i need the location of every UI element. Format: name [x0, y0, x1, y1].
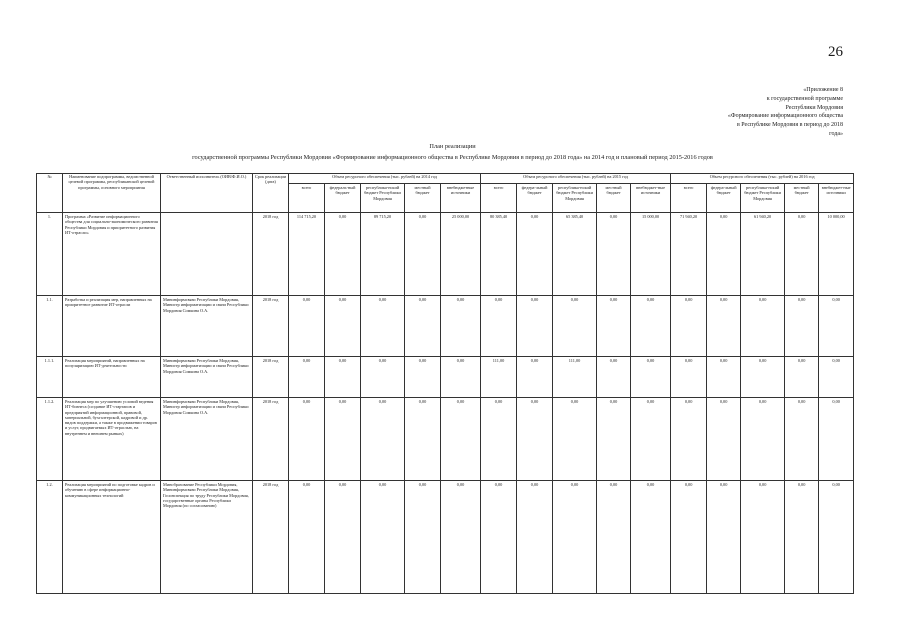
- value-cell: 80 385,40: [481, 213, 517, 296]
- value-cell: 0,00: [741, 357, 785, 398]
- value-cell: 65 385,40: [553, 213, 597, 296]
- appendix-line: «Формирование информационного общества: [727, 113, 843, 120]
- value-cell: 0,00: [441, 296, 481, 357]
- appendix-block: [583, 86, 843, 139]
- value-cell: 0,00: [517, 481, 553, 594]
- header-group-2014: Объем ресурсного обеспечения (тыс. рублей) на 2014 год: [289, 174, 481, 184]
- subheader-cell: местный бюджет: [785, 184, 819, 213]
- value-cell: 0,00: [785, 481, 819, 594]
- value-cell: 0,00: [361, 357, 405, 398]
- value-cell: 0,00: [597, 213, 631, 296]
- value-cell: 0,00: [325, 481, 361, 594]
- value-cell: 61 940,20: [741, 213, 785, 296]
- value-cell: 0,00: [517, 398, 553, 481]
- value-cell: 0,00: [741, 398, 785, 481]
- page-number: 26: [828, 44, 843, 60]
- value-cell: 25 000,00: [441, 213, 481, 296]
- subheader-cell: федераль-ный бюджет: [325, 184, 361, 213]
- value-cell: 0,00: [785, 296, 819, 357]
- header-deadline: Срок реализации (дата): [253, 174, 289, 213]
- value-cell: 0,00: [707, 481, 741, 594]
- plan-subtitle: государственной программы Республики Мордовия «Формирование информационного общества в Республике Мордовия в период до 2018 года» на 2014 год и плановый период 2015-2016 годов: [192, 154, 713, 161]
- subheader-cell: всего: [481, 184, 517, 213]
- value-cell: 0,00: [741, 296, 785, 357]
- value-cell: 0,00: [819, 357, 854, 398]
- value-cell: 0,00: [481, 481, 517, 594]
- value-cell: 0,00: [361, 296, 405, 357]
- row-responsible: [161, 213, 253, 296]
- value-cell: 0,00: [553, 296, 597, 357]
- value-cell: 0,00: [741, 481, 785, 594]
- row-name: Реализация мероприятий по подготовке кадров и обучению в сфере информационно-коммуникационных технологий: [63, 481, 161, 594]
- plan-table: [36, 173, 854, 594]
- value-cell: 0,00: [361, 398, 405, 481]
- value-cell: 0,00: [553, 398, 597, 481]
- value-cell: 89 715,20: [361, 213, 405, 296]
- appendix-line: в Республике Мордовия в период до 2018: [736, 122, 843, 129]
- value-cell: 0,00: [597, 398, 631, 481]
- value-cell: 0,00: [441, 357, 481, 398]
- value-cell: 0,00: [289, 481, 325, 594]
- row-num: 1.1.1.: [37, 357, 63, 398]
- row-responsible: Мининформсвязи Республики Мордовия, Министр информатизации и связи Республики Мордовия Сомкина О.А.: [161, 398, 253, 481]
- row-num: 1.1.2.: [37, 398, 63, 481]
- value-cell: 0,00: [405, 398, 441, 481]
- value-cell: 0,00: [785, 213, 819, 296]
- subheader-cell: всего: [289, 184, 325, 213]
- value-cell: 0,00: [481, 398, 517, 481]
- value-cell: 0,00: [707, 357, 741, 398]
- subheader-cell: внебюджетные источники: [441, 184, 481, 213]
- value-cell: 114 715,20: [289, 213, 325, 296]
- row-name: Программа «Развитие информационного общества для социально-экономического развития Республики Мордовия и приоритетного развития ИТ-отрасли»: [63, 213, 161, 296]
- header-num: №: [37, 174, 63, 213]
- value-cell: 0,00: [325, 213, 361, 296]
- value-cell: 0,00: [597, 481, 631, 594]
- row-deadline: 2018 год: [253, 213, 289, 296]
- value-cell: 0,00: [597, 296, 631, 357]
- table-row: [37, 213, 854, 296]
- value-cell: 0,00: [441, 481, 481, 594]
- row-responsible: Минобразование Республики Мордовия, Мининформсвязи Республики Мордовия, Госинспекция по труду Республики Мордовия, государственные органы Республики Мордовия (по согласованию): [161, 481, 253, 594]
- value-cell: 0,00: [325, 357, 361, 398]
- value-cell: 0,00: [325, 296, 361, 357]
- value-cell: 0,00: [289, 296, 325, 357]
- appendix-line: года»: [829, 130, 843, 137]
- header-name: Наименование подпрограммы, ведомственной целевой программы, республиканской целевой программы, основного мероприятия: [63, 174, 161, 213]
- appendix-line: «Приложение 8: [803, 87, 843, 93]
- value-cell: 0,00: [289, 357, 325, 398]
- value-cell: 0,00: [325, 398, 361, 481]
- value-cell: 0,00: [405, 357, 441, 398]
- header-group-2015: Объем ресурсного обеспечения (тыс. рублей) на 2015 год: [481, 174, 671, 184]
- value-cell: 0,00: [405, 296, 441, 357]
- subheader-cell: республика-нский бюджет Республики Мордовия: [361, 184, 405, 213]
- value-cell: 0,00: [819, 296, 854, 357]
- subheader-cell: республика-нский бюджет Республики Мордовия: [741, 184, 785, 213]
- value-cell: 0,00: [671, 357, 707, 398]
- value-cell: 0,00: [707, 398, 741, 481]
- value-cell: 0,00: [631, 398, 671, 481]
- row-deadline: 2018 год: [253, 398, 289, 481]
- value-cell: 0,00: [517, 296, 553, 357]
- subheader-cell: республика-нский бюджет Республики Мордовия: [553, 184, 597, 213]
- subheader-cell: внебюджет-ные источники: [631, 184, 671, 213]
- subheader-cell: местный бюджет: [597, 184, 631, 213]
- value-cell: 0,00: [481, 296, 517, 357]
- appendix-line: Республики Мордовия: [785, 104, 843, 111]
- value-cell: 0,00: [631, 357, 671, 398]
- value-cell: 0,00: [517, 213, 553, 296]
- value-cell: 0,00: [707, 296, 741, 357]
- subheader-cell: федера-льный бюджет: [707, 184, 741, 213]
- value-cell: 0,00: [671, 481, 707, 594]
- table-row: [37, 398, 854, 481]
- subheader-cell: местный бюджет: [405, 184, 441, 213]
- value-cell: 0,00: [597, 357, 631, 398]
- row-num: 1.1.: [37, 296, 63, 357]
- table-row: [37, 481, 854, 594]
- value-cell: 0,00: [361, 481, 405, 594]
- value-cell: 0,00: [785, 398, 819, 481]
- row-name: Разработка и реализация мер, направленных на приоритетное развитие ИТ-отрасли: [63, 296, 161, 357]
- header-responsible: Ответственный исполнитель (ОИВ/Ф.И.О.): [161, 174, 253, 213]
- value-cell: 0,00: [785, 357, 819, 398]
- row-name: Реализация мер по улучшению условий ведения ИТ-бизнеса (создание ИТ-стартапов и предприятий информационной, правовой, материальной, бухгалтерской, кадровой и др. видов поддержки, а также в продвижении товаров и услуг, продвигаемых ИТ-отраслью, на внутреннем и внешнем рынках): [63, 398, 161, 481]
- value-cell: 0,00: [671, 296, 707, 357]
- row-responsible: Мининформсвязи Республики Мордовия, Министр информатизации и связи Республики Мордовия Сомкина О.А.: [161, 357, 253, 398]
- value-cell: 0,00: [819, 398, 854, 481]
- row-name: Реализация мероприятий, направленных на популяризацию ИТ-деятельности: [63, 357, 161, 398]
- value-cell: 111,00: [553, 357, 597, 398]
- header-group-2016: Объем ресурсного обеспечения (тыс. рублей) на 2016 год: [671, 174, 854, 184]
- subheader-cell: внебюджет-ные источники: [819, 184, 854, 213]
- value-cell: 0,00: [707, 213, 741, 296]
- value-cell: 0,00: [819, 481, 854, 594]
- value-cell: 0,00: [631, 296, 671, 357]
- row-deadline: 2018 год: [253, 357, 289, 398]
- table-row: [37, 296, 854, 357]
- value-cell: 0,00: [631, 481, 671, 594]
- value-cell: 0,00: [289, 398, 325, 481]
- value-cell: 10 000,00: [819, 213, 854, 296]
- plan-title: План реализации: [429, 143, 476, 150]
- row-num: 1.2.: [37, 481, 63, 594]
- row-deadline: 2018 год: [253, 481, 289, 594]
- value-cell: 111,00: [481, 357, 517, 398]
- value-cell: 0,00: [671, 398, 707, 481]
- value-cell: 0,00: [553, 481, 597, 594]
- value-cell: 0,00: [441, 398, 481, 481]
- appendix-line: к государственной программе: [766, 95, 843, 102]
- row-deadline: 2018 год: [253, 296, 289, 357]
- value-cell: 71 940,20: [671, 213, 707, 296]
- row-responsible: Мининформсвязи Республики Мордовия, Министр информатизации и связи Республики Мордовия Сомкина О.А.: [161, 296, 253, 357]
- value-cell: 15 000,00: [631, 213, 671, 296]
- table-row: [37, 357, 854, 398]
- value-cell: 0,00: [405, 213, 441, 296]
- value-cell: 0,00: [517, 357, 553, 398]
- subheader-cell: всего: [671, 184, 707, 213]
- subheader-cell: федера-льный бюджет: [517, 184, 553, 213]
- header-row: [37, 174, 854, 184]
- row-num: 1.: [37, 213, 63, 296]
- value-cell: 0,00: [405, 481, 441, 594]
